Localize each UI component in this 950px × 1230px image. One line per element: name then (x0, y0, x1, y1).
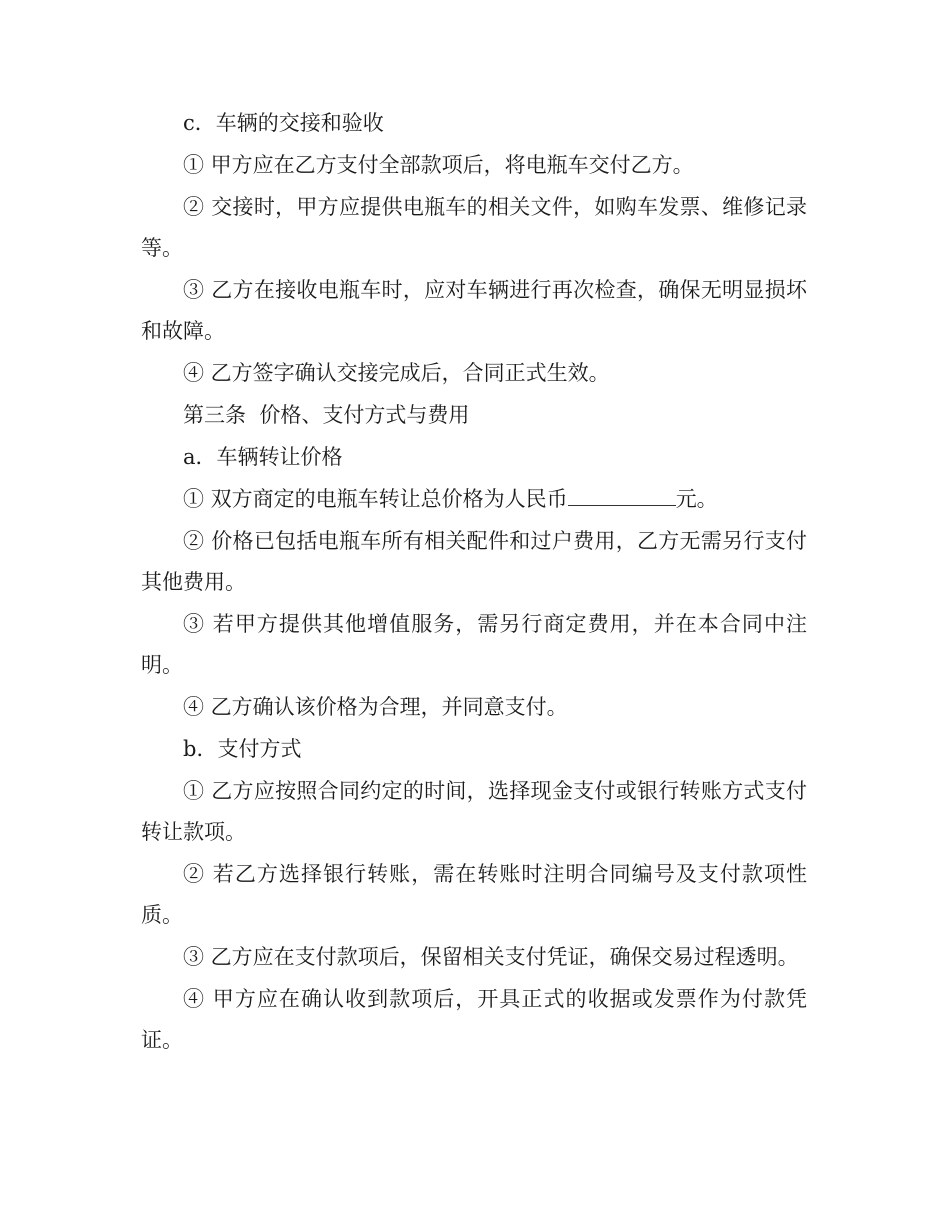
clause-a-1-suffix: 元。 (675, 487, 718, 511)
price-blank-line (568, 479, 676, 506)
clause-b-3: ③ 乙方应在支付款项后，保留相关支付凭证，确保交易过程透明。 (183, 945, 799, 969)
clause-a-3: ③ 若甲方提供其他增值服务，需另行商定费用，并在本合同中注明。 (141, 612, 807, 677)
clause-c-2: ② 交接时，甲方应提供电瓶车的相关文件，如购车发票、维修记录等。 (141, 195, 807, 260)
clause-b-1: ① 乙方应按照合同约定的时间，选择现金支付或银行转账方式支付转让款项。 (141, 779, 807, 844)
clause-c-1: ① 甲方应在乙方支付全部款项后，将电瓶车交付乙方。 (183, 153, 694, 177)
subsection-heading-a: a．车辆转让价格 (183, 445, 343, 469)
article-heading-3: 第三条 价格、支付方式与费用 (183, 403, 470, 427)
clause-a-1 (141, 479, 807, 520)
subsection-heading-c: c．车辆的交接和验收 (183, 111, 384, 135)
clause-a-4: ④ 乙方确认该价格为合理，并同意支付。 (183, 695, 568, 719)
subsection-heading-b: b．支付方式 (183, 737, 302, 761)
clause-a-2: ② 价格已包括电瓶车所有相关配件和过户费用，乙方无需另行支付其他费用。 (141, 529, 807, 594)
clause-b-4: ④ 甲方应在确认收到款项后，开具正式的收据或发票作为付款凭证。 (141, 987, 807, 1052)
clause-c-4: ④ 乙方签字确认交接完成后，合同正式生效。 (183, 361, 610, 385)
clause-b-2: ② 若乙方选择银行转账，需在转账时注明合同编号及支付款项性质。 (141, 862, 807, 927)
clause-a-1-text: ① 双方商定的电瓶车转让总价格为人民币 (183, 487, 568, 511)
clause-c-3: ③ 乙方在接收电瓶车时，应对车辆进行再次检查，确保无明显损坏和故障。 (141, 278, 807, 343)
document-body (141, 103, 807, 1062)
